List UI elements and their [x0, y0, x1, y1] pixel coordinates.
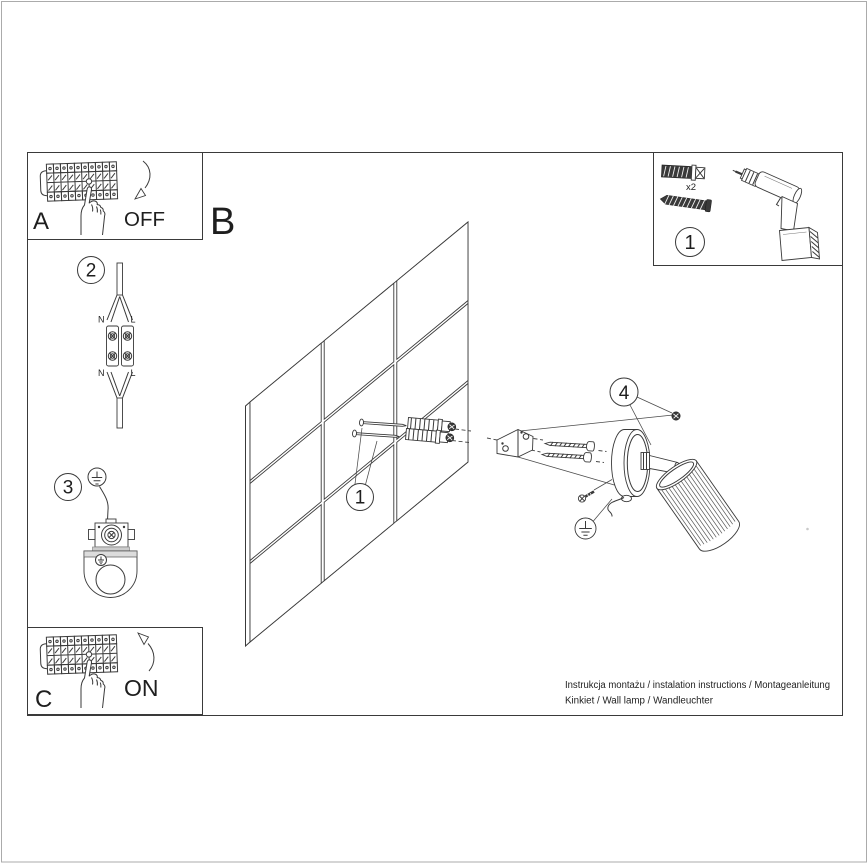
wire-l-top: L	[130, 314, 136, 325]
circuit-breaker-panel-a	[40, 162, 118, 235]
wall-anchor-icon	[661, 164, 705, 181]
label-c: C	[35, 686, 53, 713]
wire-n-top: N	[98, 314, 105, 325]
label-a: A	[33, 208, 50, 235]
step4-number: 4	[618, 383, 630, 404]
wire-connection-diagram	[78, 257, 136, 429]
ground-connection-diagram	[55, 468, 138, 598]
parts-number: 1	[684, 232, 696, 254]
cable-connector-icon	[89, 519, 135, 551]
on-label: ON	[124, 675, 159, 701]
footer-line2: Kinkiet / Wall lamp / Wandleuchter	[565, 695, 714, 707]
terminal-block-icon	[107, 326, 134, 366]
arrow-up-icon	[138, 633, 154, 671]
footer-line1: Instrukcja montażu / instalation instructions / Montageanleitung	[565, 680, 830, 691]
wire-l-bottom: L	[130, 368, 136, 378]
wire-n-bottom: N	[98, 368, 105, 378]
cable-top	[117, 263, 123, 295]
ground-symbol-icon	[575, 499, 612, 539]
step3-number: 3	[62, 477, 74, 499]
mounting-bracket	[497, 430, 533, 458]
step1-number: 1	[354, 487, 366, 509]
lamp-wire	[608, 498, 624, 517]
scan-artifact-dot	[806, 528, 809, 531]
footer-text	[565, 680, 830, 707]
ground-wire	[100, 487, 109, 521]
fixing-screw	[545, 439, 595, 451]
anchor-quantity: x2	[686, 182, 697, 193]
label-b: B	[210, 201, 236, 243]
canopy-screw	[672, 412, 680, 420]
off-label: OFF	[124, 208, 165, 231]
drill-icon	[733, 168, 820, 261]
arrow-down-icon	[135, 161, 150, 199]
ground-symbol-icon	[88, 468, 106, 486]
fixing-screw	[542, 450, 592, 462]
step2-number: 2	[85, 260, 97, 282]
cable-bottom	[117, 398, 123, 428]
mount-plate-icon	[84, 551, 137, 598]
screw-icon	[659, 193, 711, 212]
